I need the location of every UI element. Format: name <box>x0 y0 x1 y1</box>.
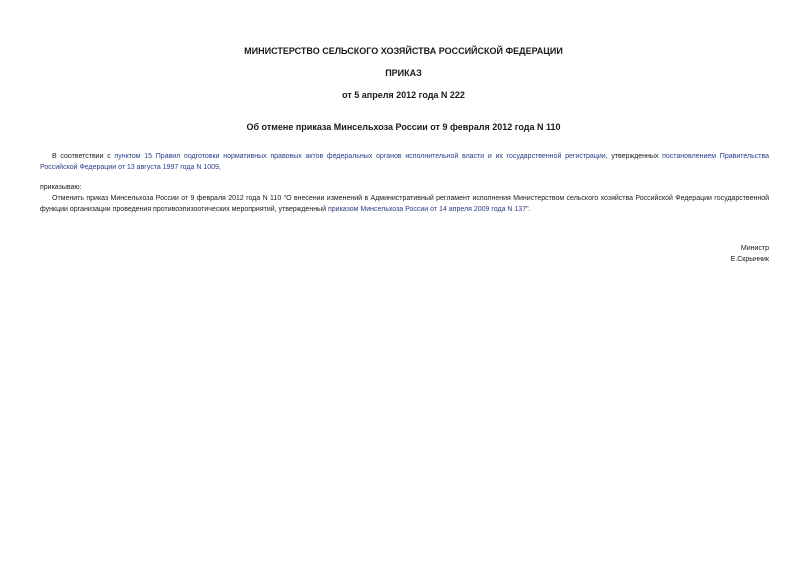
signature-role: Министр <box>740 245 769 252</box>
link-rules-point-15[interactable]: пунктом 15 Правил подготовки нормативных правовых актов федеральных органов исполнительной власти и их государственной регистрации <box>114 153 606 160</box>
paragraph-basis-text-c: , <box>218 164 221 171</box>
paragraph-cancel-text-b: ". <box>526 206 531 213</box>
link-government-decree-1009[interactable]: постановлением Правительства Российской Федерации от 13 августа 1997 года N 1009 <box>40 153 769 171</box>
document-date-number: от 5 апреля 2012 года N 222 <box>342 90 465 100</box>
signature-name: Е.Скрынник <box>730 256 769 263</box>
paragraph-basis-text-a: В соответствии с <box>52 153 115 160</box>
document-title: Об отмене приказа Минсельхоза России от 9 февраля 2012 года N 110 <box>246 122 561 132</box>
document-type-heading: ПРИКАЗ <box>385 68 422 78</box>
link-order-137[interactable]: приказом Минсельхоза России от 14 апреля 2009 года N 137 <box>327 206 527 213</box>
paragraph-order-word: приказываю: <box>40 184 82 191</box>
paragraph-cancel-text-a: Отменить приказ Минсельхоза России от 9 февраля 2012 года N 110 "О внесении изменений в Административный регламент исполнения Министерством сельского хозяйства Российской Федерации государственной функции организации проведения противоэпизоотических мероприятий, утвержденный <box>40 195 769 213</box>
paragraph-cancel-order <box>40 193 769 215</box>
ministry-heading: МИНИСТЕРСТВО СЕЛЬСКОГО ХОЗЯЙСТВА РОССИЙСКОЙ ФЕДЕРАЦИИ <box>244 46 563 56</box>
paragraph-basis <box>40 151 769 173</box>
paragraph-basis-text-b: , утвержденных <box>605 153 663 160</box>
